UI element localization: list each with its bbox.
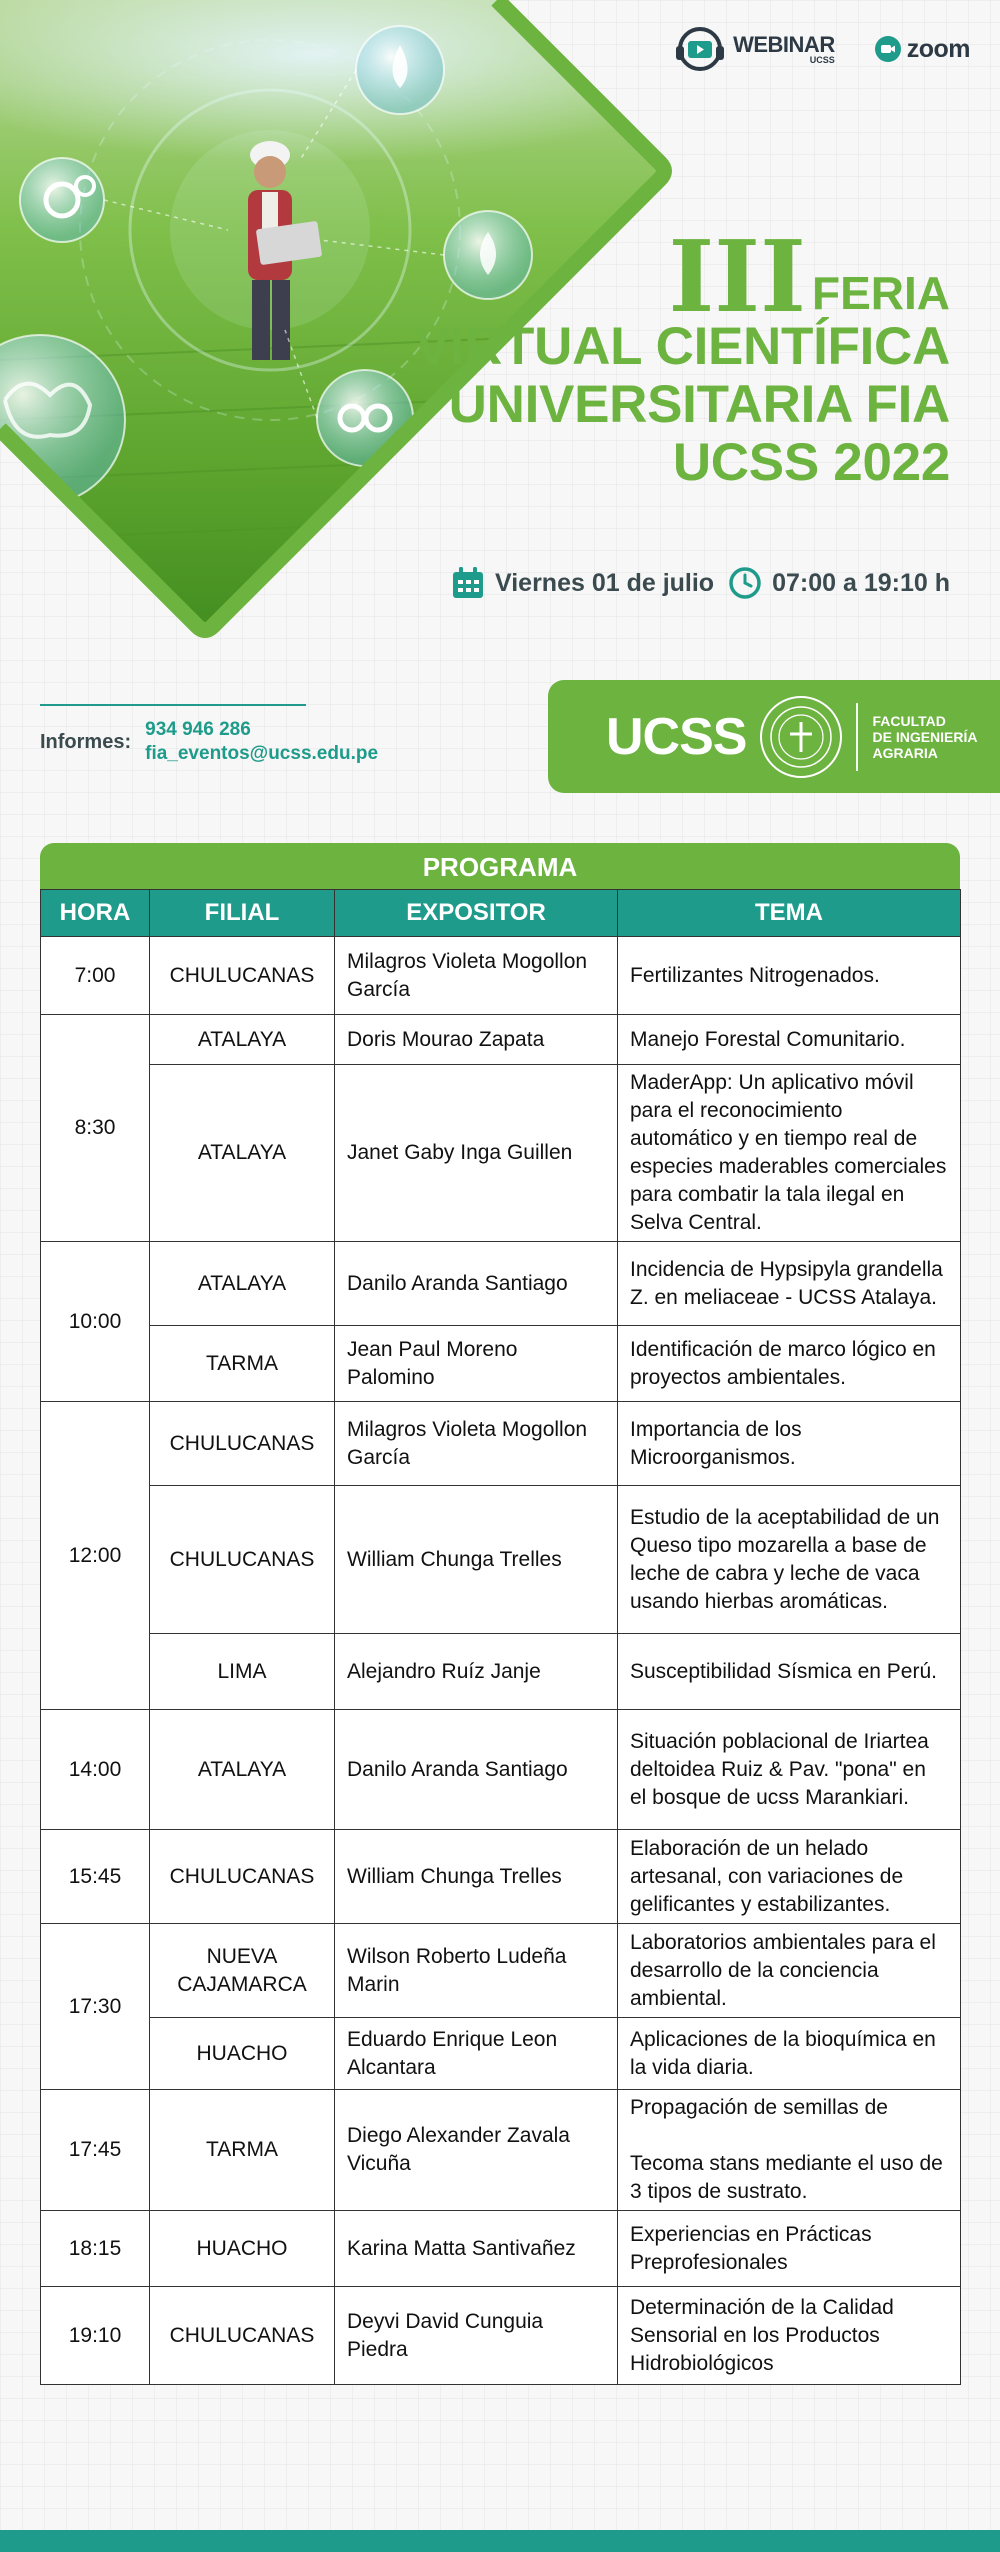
ucss-logo-text: UCSS — [606, 707, 747, 766]
cell-expositor: Eduardo Enrique Leon Alcantara — [335, 2018, 618, 2090]
cell-filial: ATALAYA — [150, 1065, 335, 1242]
cell-filial: TARMA — [150, 2090, 335, 2211]
program-section — [40, 843, 960, 2385]
contact-phone[interactable]: 934 946 286 — [145, 719, 251, 740]
cell-filial: NUEVA CAJAMARCA — [150, 1924, 335, 2018]
event-title — [414, 220, 950, 493]
cell-filial: CHULUCANAS — [150, 1486, 335, 1634]
cell-filial: LIMA — [150, 1634, 335, 1710]
zoom-camera-icon — [875, 36, 901, 62]
event-time: 07:00 a 19:10 h — [772, 568, 950, 597]
cell-hora: 12:00 — [41, 1402, 150, 1710]
cell-filial: CHULUCANAS — [150, 1830, 335, 1924]
program-title: PROGRAMA — [40, 843, 960, 889]
cell-tema: Identificación de marco lógico en proyectos ambientales. — [618, 1326, 961, 1402]
title-line-3: UNIVERSITARIA FIA — [448, 375, 950, 435]
cell-expositor: Milagros Violeta Mogollon García — [335, 1402, 618, 1486]
cell-tema: Laboratorios ambientales para el desarrollo de la conciencia ambiental. — [618, 1924, 961, 2018]
cell-expositor: Alejandro Ruíz Janje — [335, 1634, 618, 1710]
cell-filial: CHULUCANAS — [150, 1402, 335, 1486]
cell-filial: TARMA — [150, 1326, 335, 1402]
table-row — [41, 1065, 961, 1242]
cell-hora: 14:00 — [41, 1710, 150, 1830]
cell-tema: Propagación de semillas de Tecoma stans mediante el uso de 3 tipos de sustrato. — [618, 2090, 961, 2211]
cell-tema: Fertilizantes Nitrogenados. — [618, 937, 961, 1015]
table-row — [41, 1242, 961, 1326]
table-row — [41, 2090, 961, 2211]
cell-hora: 7:00 — [41, 937, 150, 1015]
cell-hora: 18:15 — [41, 2211, 150, 2287]
column-header-filial: FILIAL — [150, 890, 335, 937]
faculty-line-3: AGRARIA — [872, 744, 938, 761]
cell-tema: Experiencias en Prácticas Preprofesionales — [618, 2211, 961, 2287]
table-row — [41, 2211, 961, 2287]
cell-expositor: Jean Paul Moreno Palomino — [335, 1326, 618, 1402]
cell-filial: ATALAYA — [150, 1015, 335, 1065]
table-row — [41, 1830, 961, 1924]
cell-expositor: Danilo Aranda Santiago — [335, 1242, 618, 1326]
cell-expositor: William Chunga Trelles — [335, 1486, 618, 1634]
table-row — [41, 1710, 961, 1830]
cell-expositor: Wilson Roberto Ludeña Marin — [335, 1924, 618, 2018]
cell-hora: 17:45 — [41, 2090, 150, 2211]
cell-tema: Determinación de la Calidad Sensorial en los Productos Hidrobiológicos — [618, 2287, 961, 2385]
cell-expositor: Milagros Violeta Mogollon García — [335, 937, 618, 1015]
partner-logos — [673, 26, 970, 72]
column-header-tema: TEMA — [618, 890, 961, 937]
table-row — [41, 1634, 961, 1710]
event-date: Viernes 01 de julio — [495, 568, 715, 597]
cell-expositor: Janet Gaby Inga Guillen — [335, 1065, 618, 1242]
cell-expositor: Doris Mourao Zapata — [335, 1015, 618, 1065]
calendar-icon — [451, 566, 485, 600]
zoom-logo — [875, 35, 970, 64]
cell-hora: 8:30 — [41, 1015, 150, 1242]
program-table — [40, 889, 961, 2385]
column-header-hora: HORA — [41, 890, 150, 937]
ucss-brand-banner — [548, 680, 1000, 793]
divider — [40, 704, 306, 706]
title-line-2: VIRTUAL CIENTÍFICA — [414, 317, 950, 377]
faculty-line-2: DE INGENIERÍA — [872, 728, 978, 745]
university-seal-icon — [760, 696, 842, 778]
table-row — [41, 2287, 961, 2385]
contact-info — [40, 704, 378, 766]
cell-expositor: William Chunga Trelles — [335, 1830, 618, 1924]
cell-tema: Elaboración de un helado artesanal, con variaciones de gelificantes y estabilizantes. — [618, 1830, 961, 1924]
clock-icon — [728, 566, 762, 600]
play-icon — [673, 26, 727, 72]
faculty-name — [872, 713, 977, 761]
table-row — [41, 1402, 961, 1486]
cell-tema: Susceptibilidad Sísmica en Perú. — [618, 1634, 961, 1710]
cell-expositor: Diego Alexander Zavala Vicuña — [335, 2090, 618, 2211]
table-row — [41, 2018, 961, 2090]
table-row — [41, 1486, 961, 1634]
table-row — [41, 1015, 961, 1065]
cell-filial: HUACHO — [150, 2211, 335, 2287]
cell-hora: 15:45 — [41, 1830, 150, 1924]
cell-hora: 17:30 — [41, 1924, 150, 2090]
event-schedule — [451, 566, 950, 600]
cell-filial: ATALAYA — [150, 1710, 335, 1830]
cell-filial: ATALAYA — [150, 1242, 335, 1326]
faculty-line-1: FACULTAD — [872, 712, 946, 729]
cell-hora: 10:00 — [41, 1242, 150, 1402]
cell-tema: Estudio de la aceptabilidad de un Queso tipo mozarella a base de leche de cabra y leche de vaca usando hierbas aromáticas. — [618, 1486, 961, 1634]
divider — [856, 703, 858, 771]
cell-tema: Importancia de los Microorganismos. — [618, 1402, 961, 1486]
cell-expositor: Karina Matta Santivañez — [335, 2211, 618, 2287]
title-feria: FERIA — [812, 267, 950, 320]
webinar-logo-text: WEBINAR — [733, 31, 835, 57]
cell-expositor: Deyvi David Cunguia Piedra — [335, 2287, 618, 2385]
footer-bar — [0, 2530, 1000, 2552]
cell-tema: Manejo Forestal Comunitario. — [618, 1015, 961, 1065]
cell-filial: CHULUCANAS — [150, 2287, 335, 2385]
zoom-logo-text: zoom — [906, 34, 970, 63]
cell-tema: Situación poblacional de Iriartea deltoidea Ruiz & Pav. "pona" en el bosque de ucss Marankiari. — [618, 1710, 961, 1830]
cell-filial: HUACHO — [150, 2018, 335, 2090]
cell-hora: 19:10 — [41, 2287, 150, 2385]
column-header-expositor: EXPOSITOR — [335, 890, 618, 937]
contact-email[interactable]: fia_eventos@ucss.edu.pe — [145, 743, 379, 764]
cell-tema: MaderApp: Un aplicativo móvil para el reconocimiento automático y en tiempo real de especies maderables comerciales para combatir la tala ilegal en Selva Central. — [618, 1065, 961, 1242]
cell-tema: Incidencia de Hypsipyla grandella Z. en meliaceae - UCSS Atalaya. — [618, 1242, 961, 1326]
cell-expositor: Danilo Aranda Santiago — [335, 1710, 618, 1830]
contact-label: Informes: — [40, 730, 132, 753]
table-row — [41, 1326, 961, 1402]
webinar-logo-sub: UCSS — [809, 54, 835, 65]
table-row — [41, 937, 961, 1015]
cell-filial: CHULUCANAS — [150, 937, 335, 1015]
webinar-logo — [673, 26, 835, 72]
cell-tema: Aplicaciones de la bioquímica en la vida diaria. — [618, 2018, 961, 2090]
title-line-4: UCSS 2022 — [672, 433, 950, 493]
table-row — [41, 1924, 961, 2018]
edition-numeral: III — [668, 220, 806, 335]
